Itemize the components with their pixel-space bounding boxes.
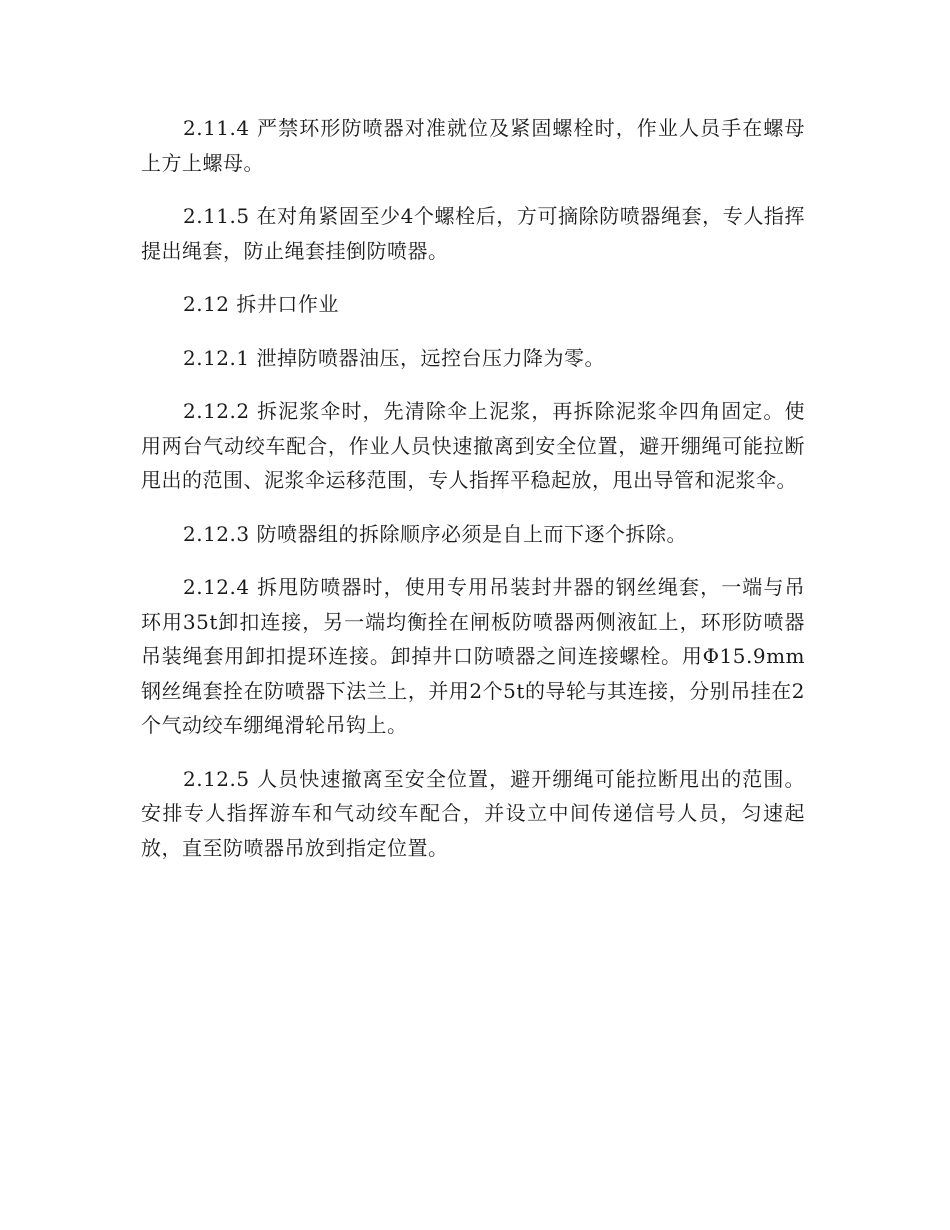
paragraph-2-12-5: 2.12.5 人员快速撤离至安全位置，避开绷绳可能拉断甩出的范围。安排专人指挥游车和气动绞车配合，并设立中间传递信号人员，匀速起放，直至防喷器吊放到指定位置。 [141, 766, 805, 860]
paragraph-2-12-1: 2.12.1 泄掉防喷器油压，远控台压力降为零。 [183, 345, 605, 370]
section-heading-2-12: 2.12 拆井口作业 [183, 292, 339, 316]
paragraph-2-11-5: 2.11.5 在对角紧固至少4个螺栓后，方可摘除防喷器绳套，专人指挥提出绳套，防止绳套挂倒防喷器。 [141, 204, 805, 263]
paragraph-2-12-2: 2.12.2 拆泥浆伞时，先清除伞上泥浆，再拆除泥浆伞四角固定。使用两台气动绞车配合，作业人员快速撤离到安全位置，避开绷绳可能拉断甩出的范围、泥浆伞运移范围，专人指挥平稳起放，甩出导管和泥浆伞。 [141, 399, 805, 492]
paragraph-2-11-4: 2.11.4 严禁环形防喷器对准就位及紧固螺栓时，作业人员手在螺母上方上螺母。 [141, 116, 805, 175]
document-body [141, 111, 805, 884]
paragraph-2-12-3: 2.12.3 防喷器组的拆除顺序必须是自上而下逐个拆除。 [183, 521, 687, 546]
paragraph-2-12-4: 2.12.4 拆甩防喷器时，使用专用吊装封井器的钢丝绳套，一端与吊环用35t卸扣连接，另一端均衡拴在闸板防喷器两侧液缸上，环形防喷器吊装绳套用卸扣提环连接。卸掉井口防喷器之间连接螺栓。用Φ15.9mm钢丝绳套拴在防喷器下法兰上，并用2个5t的导轮与其连接，分别吊挂在2个气动绞车绷绳滑轮吊钩上。 [141, 575, 805, 737]
